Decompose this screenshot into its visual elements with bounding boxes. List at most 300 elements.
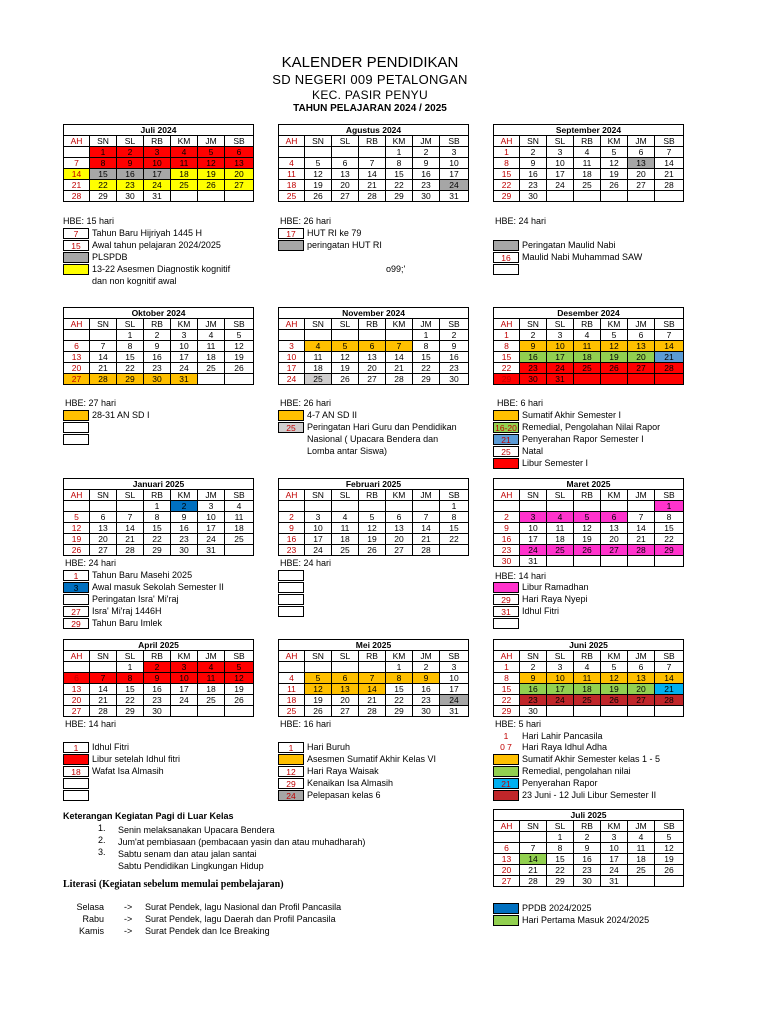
day-cell: 6 (494, 843, 520, 854)
day-cell: 21 (520, 865, 547, 876)
day-cell: 1 (386, 662, 413, 673)
day-cell: 16 (520, 684, 547, 695)
day-cell: 15 (494, 684, 520, 695)
legend-text: 28-31 AN SD I (92, 410, 150, 420)
day-cell: 23 (574, 865, 601, 876)
day-cell: 30 (171, 545, 198, 556)
legend-text: Maulid Nabi Muhammad SAW (522, 252, 643, 262)
day-cell: 6 (64, 341, 90, 352)
day-cell (655, 191, 684, 202)
day-cell: 14 (386, 352, 413, 363)
legend-text: Libur Semester I (522, 458, 589, 468)
day-name: SB (440, 136, 469, 147)
day-cell: 12 (225, 341, 254, 352)
day-cell: 17 (547, 169, 574, 180)
day-cell: 24 (198, 534, 225, 545)
day-name: KM (171, 319, 198, 330)
day-cell: 23 (440, 363, 469, 374)
day-cell: 24 (305, 545, 332, 556)
day-cell: 17 (171, 352, 198, 363)
day-cell: 1 (440, 501, 469, 512)
legend-swatch: 21 (493, 778, 519, 789)
day-cell: 17 (305, 534, 332, 545)
day-name: SN (90, 651, 117, 662)
legend-swatch: 1 (63, 742, 89, 753)
day-cell: 11 (574, 158, 601, 169)
day-cell (547, 191, 574, 202)
legend-item (278, 239, 382, 251)
legend-swatch: 29 (493, 594, 519, 605)
day-cell: 25 (279, 706, 305, 717)
day-cell: 17 (520, 534, 547, 545)
day-cell: 10 (144, 158, 171, 169)
day-cell: 18 (198, 352, 225, 363)
hbe-label: HBE: 14 hari (495, 571, 547, 581)
legend-item (278, 753, 436, 765)
day-cell: 11 (547, 523, 574, 534)
legend-swatch (63, 434, 89, 445)
day-cell: 26 (64, 545, 90, 556)
day-cell: 3 (279, 341, 305, 352)
day-cell: 20 (225, 169, 254, 180)
legend-item (493, 457, 588, 469)
legend-item (63, 789, 92, 801)
day-cell: 7 (520, 843, 547, 854)
day-cell: 26 (332, 374, 359, 385)
day-name: AH (279, 651, 305, 662)
day-name: JM (198, 136, 225, 147)
legend-swatch: 15 (63, 240, 89, 251)
day-cell: 2 (520, 330, 547, 341)
legend-text: 23 Juni - 12 Juli Libur Semester II (522, 790, 657, 800)
legend-swatch: 17 (278, 228, 304, 239)
legend-swatch (63, 422, 89, 433)
school-name: SD NEGERI 009 PETALONGAN (272, 72, 468, 87)
month-title: November 2024 (279, 308, 469, 319)
day-cell: 25 (279, 191, 305, 202)
day-cell (628, 706, 655, 717)
day-cell: 9 (413, 158, 440, 169)
day-cell: 26 (305, 191, 332, 202)
day-name: JM (628, 651, 655, 662)
legend-item (278, 593, 307, 605)
legend-text: Natal (522, 446, 544, 456)
day-name: RB (574, 136, 601, 147)
day-cell: 8 (413, 341, 440, 352)
day-cell: 2 (574, 832, 601, 843)
day-name: AH (494, 490, 520, 501)
day-cell: 4 (279, 158, 305, 169)
legend-item (63, 581, 224, 593)
day-cell: 20 (90, 534, 117, 545)
day-cell: 11 (574, 341, 601, 352)
legend-text: Idhul Fitri (92, 742, 130, 752)
day-cell: 29 (386, 191, 413, 202)
legend-text: Sumatif Akhir Semester kelas 1 - 5 (522, 754, 661, 764)
legend-item (63, 433, 92, 445)
day-cell: 22 (117, 363, 144, 374)
day-name: KM (601, 651, 628, 662)
legend-swatch (493, 766, 519, 777)
day-cell: 23 (520, 363, 547, 374)
day-cell: 22 (494, 180, 520, 191)
day-cell (574, 706, 601, 717)
day-cell: 7 (90, 673, 117, 684)
legend-swatch: 3 (63, 582, 89, 593)
day-cell: 25 (225, 534, 254, 545)
legend-item (493, 914, 649, 926)
day-cell: 5 (225, 662, 254, 673)
day-cell: 17 (279, 363, 305, 374)
day-cell: 22 (494, 695, 520, 706)
day-cell: 13 (386, 523, 413, 534)
day-cell: 29 (655, 545, 684, 556)
day-cell (64, 662, 90, 673)
day-cell: 5 (574, 512, 601, 523)
day-cell: 19 (655, 854, 684, 865)
day-name: SB (655, 821, 684, 832)
day-cell (279, 501, 305, 512)
legend-swatch (493, 754, 519, 765)
day-cell: 1 (90, 147, 117, 158)
day-cell: 22 (413, 363, 440, 374)
day-cell: 19 (64, 534, 90, 545)
day-cell (64, 147, 90, 158)
day-cell: 24 (279, 374, 305, 385)
day-cell: 12 (574, 523, 601, 534)
legend-item (493, 227, 522, 239)
day-cell: 15 (386, 684, 413, 695)
day-cell (601, 706, 628, 717)
legend-text: Hari Lahir Pancasila (522, 731, 603, 741)
day-name: KM (601, 821, 628, 832)
legend-swatch: 29 (63, 618, 89, 629)
legend-text: Peringatan Maulid Nabi (522, 240, 616, 250)
day-cell (655, 706, 684, 717)
hbe-label: HBE: 26 hari (280, 216, 332, 226)
day-cell: 8 (90, 158, 117, 169)
day-name: SL (117, 651, 144, 662)
day-cell (574, 501, 601, 512)
legend-swatch (493, 264, 519, 275)
day-cell: 6 (332, 158, 359, 169)
day-cell: 31 (440, 191, 469, 202)
day-cell: 7 (90, 341, 117, 352)
day-cell: 25 (574, 180, 601, 191)
legend-item (493, 753, 660, 765)
day-cell (171, 191, 198, 202)
day-cell: 16 (413, 684, 440, 695)
day-cell: 29 (494, 191, 520, 202)
day-cell: 19 (305, 695, 332, 706)
day-cell: 5 (359, 512, 386, 523)
day-cell: 23 (494, 545, 520, 556)
day-cell (574, 374, 601, 385)
day-cell: 27 (225, 180, 254, 191)
hbe-label: HBE: 14 hari (65, 719, 117, 729)
literasi-day: Selasa (76, 902, 104, 912)
day-cell: 19 (574, 534, 601, 545)
keterangan-text: Sabtu senam dan atau jalan santai (118, 849, 257, 859)
day-cell: 27 (64, 706, 90, 717)
day-cell: 16 (440, 352, 469, 363)
day-cell: 24 (171, 695, 198, 706)
day-cell (359, 330, 386, 341)
day-cell (547, 706, 574, 717)
day-cell (386, 330, 413, 341)
day-cell: 24 (547, 695, 574, 706)
day-cell: 24 (547, 363, 574, 374)
day-cell: 3 (440, 147, 469, 158)
day-cell: 26 (359, 545, 386, 556)
day-cell: 15 (117, 684, 144, 695)
day-cell: 11 (279, 169, 305, 180)
keterangan-number: 1. (98, 823, 106, 833)
day-name: KM (601, 136, 628, 147)
day-cell: 26 (225, 363, 254, 374)
day-cell: 18 (332, 534, 359, 545)
day-cell: 12 (601, 341, 628, 352)
day-cell: 3 (171, 330, 198, 341)
day-cell: 17 (171, 684, 198, 695)
day-name: SB (655, 490, 684, 501)
day-cell: 22 (655, 534, 684, 545)
day-cell: 28 (359, 706, 386, 717)
day-cell: 29 (413, 374, 440, 385)
day-cell: 24 (171, 363, 198, 374)
day-cell: 24 (601, 865, 628, 876)
legend-text: Remedial, pengolahan nilai (522, 766, 631, 776)
day-name: JM (628, 319, 655, 330)
day-name: KM (601, 319, 628, 330)
day-cell (332, 330, 359, 341)
legend-text: Idhul Fitri (522, 606, 560, 616)
day-cell: 22 (386, 695, 413, 706)
day-cell (117, 501, 144, 512)
literasi-text: Surat Pendek, lagu Daerah dan Profil Pancasila (145, 914, 336, 924)
day-cell: 13 (332, 684, 359, 695)
day-cell: 3 (547, 330, 574, 341)
day-cell: 14 (655, 341, 684, 352)
day-cell: 5 (601, 662, 628, 673)
legend-text: Hari Pertama Masuk 2024/2025 (522, 915, 650, 925)
day-cell: 16 (144, 684, 171, 695)
day-cell: 6 (90, 512, 117, 523)
day-name: SB (225, 136, 254, 147)
calendar-month (493, 478, 684, 567)
day-name: SN (90, 490, 117, 501)
day-cell: 16 (520, 169, 547, 180)
day-cell: 16 (520, 352, 547, 363)
day-cell: 29 (494, 374, 520, 385)
legend-item (493, 741, 607, 753)
literasi-arrow: -> (124, 926, 133, 936)
day-cell: 15 (144, 523, 171, 534)
day-name: SB (440, 319, 469, 330)
legend-text: Hari Raya Idhul Adha (522, 742, 608, 752)
day-cell (64, 330, 90, 341)
day-cell (601, 556, 628, 567)
legend-swatch (493, 410, 519, 421)
legend-swatch: 21 (493, 434, 519, 445)
day-cell (386, 501, 413, 512)
legend-item (63, 753, 180, 765)
day-cell (359, 501, 386, 512)
day-cell: 23 (413, 180, 440, 191)
calendar-month (278, 307, 469, 385)
day-cell: 7 (117, 512, 144, 523)
day-cell: 13 (494, 854, 520, 865)
legend-item (63, 239, 221, 251)
day-cell: 22 (440, 534, 469, 545)
day-cell: 18 (279, 695, 305, 706)
day-name: JM (413, 490, 440, 501)
legend-swatch (63, 754, 89, 765)
day-name: JM (628, 136, 655, 147)
day-cell: 25 (574, 363, 601, 374)
day-cell: 18 (198, 684, 225, 695)
day-cell: 7 (64, 158, 90, 169)
day-cell: 29 (144, 545, 171, 556)
day-cell (279, 662, 305, 673)
day-cell: 8 (655, 512, 684, 523)
literasi-arrow: -> (124, 902, 133, 912)
day-cell: 13 (601, 523, 628, 534)
day-cell: 20 (64, 363, 90, 374)
day-cell: 11 (198, 341, 225, 352)
legend-swatch (63, 410, 89, 421)
legend-item (63, 593, 178, 605)
day-cell: 4 (225, 501, 254, 512)
day-cell: 8 (494, 673, 520, 684)
day-cell: 16 (171, 523, 198, 534)
day-cell: 1 (117, 662, 144, 673)
day-cell: 12 (64, 523, 90, 534)
day-name: KM (171, 490, 198, 501)
day-cell: 25 (198, 695, 225, 706)
legend-swatch (278, 582, 304, 593)
day-cell: 7 (359, 158, 386, 169)
day-cell (601, 501, 628, 512)
day-name: RB (144, 651, 171, 662)
day-cell: 27 (628, 363, 655, 374)
day-cell: 13 (628, 673, 655, 684)
day-name: JM (628, 821, 655, 832)
legend-item (63, 409, 150, 421)
day-cell (90, 662, 117, 673)
day-cell: 7 (413, 512, 440, 523)
day-cell: 27 (332, 191, 359, 202)
day-cell: 12 (359, 523, 386, 534)
day-cell: 31 (144, 191, 171, 202)
day-cell: 31 (520, 556, 547, 567)
day-name: RB (359, 319, 386, 330)
day-cell: 23 (413, 695, 440, 706)
day-cell (655, 374, 684, 385)
day-cell: 28 (359, 191, 386, 202)
day-name: JM (628, 490, 655, 501)
day-cell: 4 (574, 330, 601, 341)
day-name: AH (64, 651, 90, 662)
day-name: RB (574, 319, 601, 330)
day-cell (574, 191, 601, 202)
legend-swatch (63, 594, 89, 605)
day-cell: 23 (171, 534, 198, 545)
legend-item (493, 765, 631, 777)
calendar-month (493, 307, 684, 385)
day-cell (198, 706, 225, 717)
day-cell: 3 (171, 662, 198, 673)
day-cell: 9 (117, 158, 144, 169)
day-cell: 4 (574, 147, 601, 158)
day-cell: 4 (547, 512, 574, 523)
month-title: Januari 2025 (64, 479, 254, 490)
day-name: SN (520, 136, 547, 147)
day-cell: 25 (332, 545, 359, 556)
day-cell (520, 832, 547, 843)
day-cell: 29 (386, 706, 413, 717)
day-cell (225, 545, 254, 556)
day-cell (90, 501, 117, 512)
day-cell: 31 (171, 374, 198, 385)
day-cell: 19 (332, 363, 359, 374)
day-cell: 28 (628, 545, 655, 556)
day-name: SL (332, 651, 359, 662)
day-cell (628, 556, 655, 567)
day-cell: 21 (413, 534, 440, 545)
legend-swatch: 12 (278, 766, 304, 777)
day-cell: 14 (90, 352, 117, 363)
day-cell: 5 (225, 330, 254, 341)
day-cell: 17 (144, 169, 171, 180)
day-cell: 31 (440, 706, 469, 717)
day-name: SL (547, 136, 574, 147)
legend-text: 13-22 Asesmen Diagnostik kognitif (92, 264, 231, 274)
day-name: KM (171, 136, 198, 147)
day-cell: 2 (117, 147, 144, 158)
day-cell: 10 (601, 843, 628, 854)
day-cell: 3 (305, 512, 332, 523)
day-cell: 20 (628, 684, 655, 695)
day-cell: 11 (198, 673, 225, 684)
day-cell: 30 (520, 191, 547, 202)
day-cell: 30 (440, 374, 469, 385)
legend-swatch (493, 618, 519, 629)
day-cell: 21 (359, 180, 386, 191)
day-cell: 3 (520, 512, 547, 523)
day-cell: 7 (628, 512, 655, 523)
day-cell: 20 (628, 352, 655, 363)
day-cell: 13 (628, 158, 655, 169)
day-cell: 21 (655, 352, 684, 363)
day-cell: 23 (144, 363, 171, 374)
day-cell (198, 374, 225, 385)
month-title: Juni 2025 (494, 640, 684, 651)
day-cell: 15 (440, 523, 469, 534)
day-name: RB (359, 136, 386, 147)
day-cell: 28 (655, 695, 684, 706)
day-cell: 10 (198, 512, 225, 523)
legend-swatch (278, 240, 304, 251)
keterangan-text: Sabtu Pendidikan Lingkungan Hidup (118, 861, 264, 871)
day-cell: 8 (494, 158, 520, 169)
legend-item (493, 433, 644, 445)
day-cell: 1 (386, 147, 413, 158)
keterangan-number: 3. (98, 847, 106, 857)
day-cell: 13 (628, 341, 655, 352)
legend-item (278, 581, 307, 593)
legend-text: Tahun Baru Hijriyah 1445 H (92, 228, 203, 238)
